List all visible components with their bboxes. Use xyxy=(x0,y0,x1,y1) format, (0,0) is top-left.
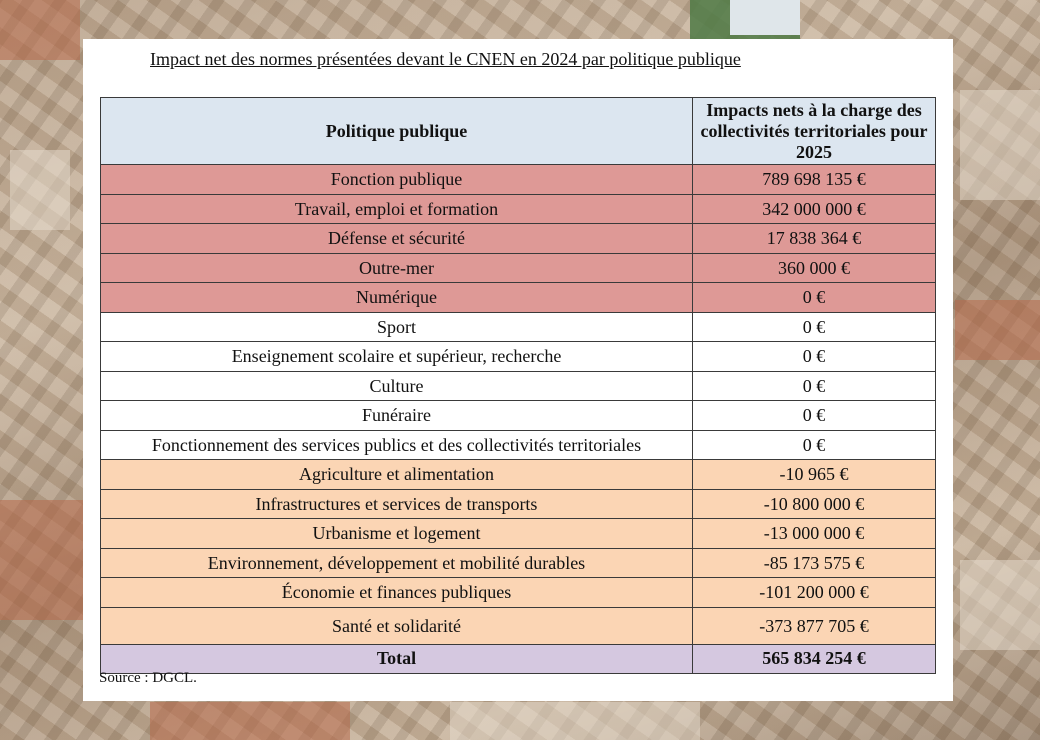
source-note: Source : DGCL. xyxy=(99,670,197,686)
building-wall xyxy=(960,90,1040,200)
policy-cell: Culture xyxy=(101,371,693,401)
policy-cell: Funéraire xyxy=(101,401,693,431)
policy-cell: Enseignement scolaire et supérieur, recherche xyxy=(101,342,693,372)
policy-cell: Agriculture et alimentation xyxy=(101,460,693,490)
table-row xyxy=(101,342,936,372)
impact-cell: -10 800 000 € xyxy=(693,489,936,519)
table-row xyxy=(101,607,936,644)
policy-cell: Infrastructures et services de transports xyxy=(101,489,693,519)
impact-cell: 0 € xyxy=(693,430,936,460)
impact-cell: 789 698 135 € xyxy=(693,165,936,195)
impact-cell: -85 173 575 € xyxy=(693,548,936,578)
table-row xyxy=(101,578,936,608)
header-policy: Politique publique xyxy=(101,98,693,165)
table-row xyxy=(101,283,936,313)
impact-cell: 0 € xyxy=(693,371,936,401)
table-row xyxy=(101,371,936,401)
policy-cell: Urbanisme et logement xyxy=(101,519,693,549)
impact-table xyxy=(100,97,936,674)
impact-cell: 0 € xyxy=(693,401,936,431)
table-row xyxy=(101,194,936,224)
header-impact: Impacts nets à la charge des collectivités territoriales pour 2025 xyxy=(693,98,936,165)
policy-cell: Travail, emploi et formation xyxy=(101,194,693,224)
policy-cell: Défense et sécurité xyxy=(101,224,693,254)
roof-tile xyxy=(150,702,350,740)
building-wall xyxy=(960,560,1040,650)
policy-cell: Outre-mer xyxy=(101,253,693,283)
impact-cell: -13 000 000 € xyxy=(693,519,936,549)
policy-cell: Santé et solidarité xyxy=(101,607,693,644)
document-sheet xyxy=(83,39,953,701)
building-wall xyxy=(10,150,70,230)
impact-cell: -10 965 € xyxy=(693,460,936,490)
impact-cell: -101 200 000 € xyxy=(693,578,936,608)
table-header-row xyxy=(101,98,936,165)
total-label: Total xyxy=(101,644,693,673)
table-row xyxy=(101,430,936,460)
policy-cell: Sport xyxy=(101,312,693,342)
table-row xyxy=(101,548,936,578)
table-row xyxy=(101,165,936,195)
table-row xyxy=(101,224,936,254)
table-row xyxy=(101,489,936,519)
table-row xyxy=(101,460,936,490)
impact-cell: 0 € xyxy=(693,342,936,372)
total-row xyxy=(101,644,936,673)
roof-tile xyxy=(0,0,80,60)
table-row xyxy=(101,519,936,549)
impact-cell: 17 838 364 € xyxy=(693,224,936,254)
policy-cell: Fonctionnement des services publics et des collectivités territoriales xyxy=(101,430,693,460)
table-row xyxy=(101,401,936,431)
building-roof xyxy=(730,0,800,35)
total-value: 565 834 254 € xyxy=(693,644,936,673)
page-title: Impact net des normes présentées devant le CNEN en 2024 par politique publique xyxy=(150,49,741,69)
impact-cell: -373 877 705 € xyxy=(693,607,936,644)
policy-cell: Économie et finances publiques xyxy=(101,578,693,608)
impact-cell: 0 € xyxy=(693,283,936,313)
impact-cell: 342 000 000 € xyxy=(693,194,936,224)
policy-cell: Numérique xyxy=(101,283,693,313)
policy-cell: Fonction publique xyxy=(101,165,693,195)
roof-tile xyxy=(0,500,85,620)
impact-cell: 0 € xyxy=(693,312,936,342)
policy-cell: Environnement, développement et mobilité durables xyxy=(101,548,693,578)
building-wall xyxy=(450,702,700,740)
table-row xyxy=(101,312,936,342)
impact-cell: 360 000 € xyxy=(693,253,936,283)
table-row xyxy=(101,253,936,283)
roof-tile xyxy=(955,300,1040,360)
